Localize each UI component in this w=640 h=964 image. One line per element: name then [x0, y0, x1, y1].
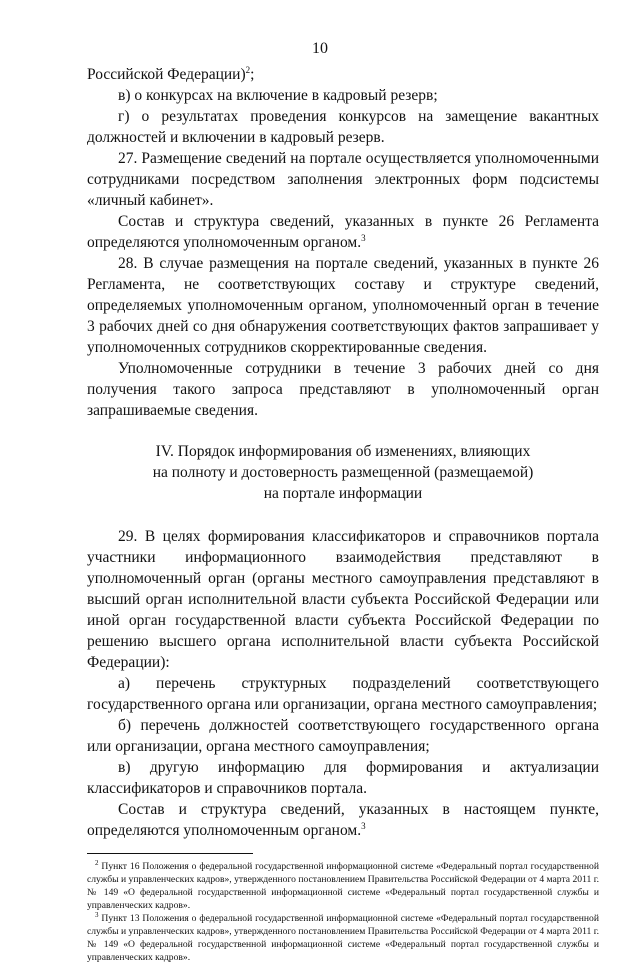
- footnote-divider: [87, 853, 253, 854]
- paragraph-employees-response: Уполномоченные сотрудники в течение 3 рабочих дней со дня получения такого запроса представляют в уполномоченный орган запрашиваемые сведения.: [87, 360, 599, 419]
- section-heading: [87, 441, 599, 504]
- footnote-3: [87, 912, 599, 964]
- footnote-ref-2[interactable]: 2: [245, 64, 251, 75]
- paragraph-continuation: [87, 64, 599, 85]
- footnote-text: Пункт 13 Положения о федеральной государственной информационной системе «Федеральный портал государственной службы и управленческих кадров», утвержденного постановлением Правительства Российской Федерации от 4 марта 2011 г. № 149 «О федеральной государственной информационной системе «Федеральный портал государственной службы и управленческих кадров».: [87, 913, 599, 963]
- list-item-g: г) о результатах проведения конкурсов на замещение вакантных должностей и включении в кадровый резерв.: [87, 108, 599, 146]
- footnotes: [87, 860, 599, 964]
- footnote-ref-3[interactable]: 3: [361, 232, 366, 243]
- list-item-b: б) перечень должностей соответствующего государственного органа или организации, органа местного самоуправления;: [87, 717, 599, 755]
- document-body: [87, 64, 599, 964]
- footnote-mark: 3: [95, 910, 99, 919]
- footnote-text: Пункт 16 Положения о федеральной государственной информационной системе «Федеральный портал государственной службы и управленческих кадров», утвержденного постановлением Правительства Российской Федерации от 4 марта 2011 г. № 149 «О федеральной государственной информационной системе «Федеральный портал государственной службы и управленческих кадров».: [87, 861, 599, 911]
- footnote-2: [87, 860, 599, 912]
- page-number: 10: [312, 40, 328, 57]
- section-heading-line-2: на полноту и достоверность размещенной (размещаемой): [152, 464, 534, 481]
- list-item-v: в) о конкурсах на включение в кадровый резерв;: [118, 87, 438, 104]
- section-heading-line-1: IV. Порядок информирования об изменениях, влияющих: [155, 443, 531, 460]
- footnote-ref-3b[interactable]: 3: [361, 820, 366, 831]
- list-item-v2: в) другую информацию для формирования и актуализации классификаторов и справочников портала.: [87, 759, 599, 797]
- paragraph-text: Российской Федерации): [87, 66, 246, 83]
- paragraph-composition-26: [87, 211, 599, 253]
- paragraph-29: 29. В целях формирования классификаторов и справочников портала участники информационного взаимодействия представляют в уполномоченный орган (органы местного самоуправления представляют в высший орган исполнительной власти субъекта Российской Федерации или иной орган государственной власти субъекта Российской Федерации по решению высшего органа исполнительной власти субъекта Российской Федерации):: [87, 528, 599, 671]
- section-heading-line-3: на портале информации: [263, 485, 423, 502]
- footnote-mark: 2: [95, 858, 99, 867]
- paragraph-punctuation: ;: [250, 66, 255, 83]
- paragraph-27: 27. Размещение сведений на портале осуществляется уполномоченными сотрудниками посредством заполнения электронных форм подсистемы «личный кабинет».: [87, 150, 599, 209]
- paragraph-text: Состав и структура сведений, указанных в настоящем пункте, определяются уполномоченным органом.: [87, 801, 599, 839]
- paragraph-text: Состав и структура сведений, указанных в пункте 26 Регламента определяются уполномоченным органом.: [87, 213, 599, 251]
- paragraph-28: 28. В случае размещения на портале сведений, указанных в пункте 26 Регламента, не соответствующих составу и структуре сведений, определяемых уполномоченным органом, уполномоченный орган в течение 3 рабочих дней со дня обнаружения соответствующих фактов запрашивает у уполномоченных сотрудников скорректированные сведения.: [87, 255, 599, 356]
- list-item-a: а) перечень структурных подразделений соответствующего государственного органа или организации, органа местного самоуправления;: [87, 675, 599, 713]
- paragraph-composition-29: [87, 799, 599, 841]
